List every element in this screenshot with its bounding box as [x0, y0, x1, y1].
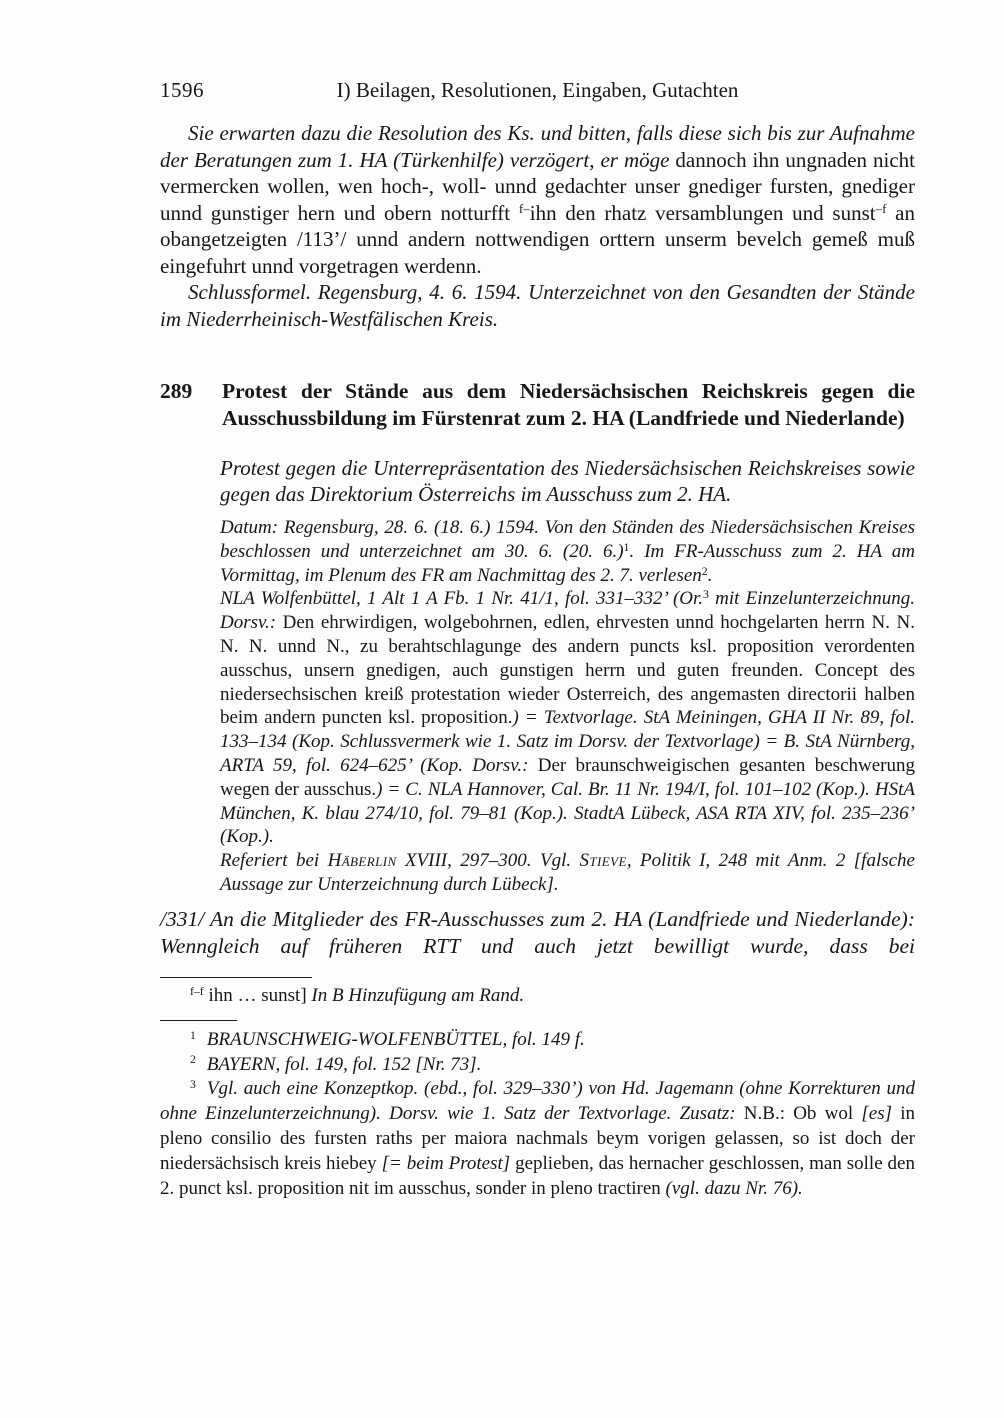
body-paragraph: Sie erwarten dazu die Resolution des Ks. und bitten, falls diese sich bis zur Aufnahme der Beratungen zum 1. HA (Türkenhilfe) verzögert, er möge dannoch ihn ungnaden nicht vermercken wollen, wen hoch-, woll- unnd gedachter unser gnediger fursten, gnediger unnd gunstiger hern und obern notturfft $^{f-}$ihn den rhatz versamblungen und sunst$^{-f}$ an obangetzeigten /113’/ unnd andern nottwendigen orttern unserm bevelch gemeß muß eingefuhrt unnd vorgetragen werdenn.	[160, 121, 916, 278]
apparatus-divider-rule	[160, 977, 312, 978]
footnote-text: BRAUNSCHWEIG-WOLFENBÜTTEL, fol. 149 f.	[206, 1028, 585, 1050]
footnote	[160, 1053, 915, 1078]
footnote-number: 1	[190, 1028, 196, 1042]
apparatus-note: $^{f-f}$ ihn … sunst] In B Hinzufügung am Rand.	[190, 984, 525, 1006]
footnotes	[160, 1028, 915, 1202]
footnote-text: Vgl. auch eine Konzeptkop. (ebd., fol. 329–330’) von Hd. Jagemann (ohne Korrekturen und ohne Einzelunterzeichnung). Dorsv. wie 1. Satz der Textvorlage. Zusatz: N.B.: Ob wol [es] in pleno consilio des fursten raths per maiora nachmals beym vorigen gelassen, so ist doch der niedersächsisch kreis hiebey [= beim Protest] geplieben, das hernacher geschlossen, man solle den 2. punct ksl. proposition nit im ausschus, sonder in pleno tractiren (vgl. dazu Nr. 76).	[160, 1078, 916, 1199]
footnote-text: BAYERN, fol. 149, fol. 152 [Nr. 73].	[206, 1053, 482, 1075]
page-number: 1596	[160, 78, 204, 102]
entry-heading	[160, 378, 915, 431]
entry-text: /331/ An die Mitglieder des FR-Ausschusses zum 2. HA (Landfriede und Niederlande): Wenngleich auf früheren RTT und auch jetzt bewilligt wurde, dass bei	[160, 906, 915, 958]
entry-summary: Protest gegen die Unterrepräsentation des Niedersächsischen Reichskreises sowie gegen das Direktorium Österreichs im Ausschuss zum 2. HA.	[220, 456, 915, 506]
footnote-divider-rule	[160, 1020, 237, 1021]
footnote	[160, 1028, 915, 1053]
closing-formula-paragraph: Schlussformel. Regensburg, 4. 6. 1594. Unterzeichnet von den Gesandten der Stände im Niederrheinisch-Westfälischen Kreis.	[160, 280, 915, 331]
source-note-archives: NLA Wolfenbüttel, 1 Alt 1 A Fb. 1 Nr. 41/1, fol. 331–332’ (Or.$^3$ mit Einzelunterzeichnung. Dorsv.: Den ehrwirdigen, wolgebohrnen, edlen, ehrvesten unnd hochgelarten herrn N. N. N. N. unnd N., zu berahtschlagunge des andern puncts ksl. proposition verordenten ausschus, unsern gnedigen, auch gunstigen herrn und guten freunden. Concept des niedersechsischen kreiß protestation wieder Osterreich, des angemasten directorii halben beim andern puncten ksl. proposition.) = Textvorlage. StA Meiningen, GHA II Nr. 89, fol. 133–134 (Kop. Schlussvermerk wie 1. Satz im Dorsv. der Textvorlage) = B. StA Nürnberg, ARTA 59, fol. 624–625’ (Kop. Dorsv.: Der braunschweigischen gesanten beschwerung wegen der ausschus.) = C. NLA Hannover, Cal. Br. 11 Nr. 194/I, fol. 101–102 (Kop.). HStA München, K. blau 274/10, fol. 79–81 (Kop.). StadtA Lübeck, ASA RTA XIV, fol. 235–236’ (Kop.).	[220, 588, 916, 848]
footnote-number: 3	[190, 1078, 196, 1092]
entry-title: Protest der Stände aus dem Niedersächsischen Reichskreis gegen die Ausschussbildung im Fürstenrat zum 2. HA (Landfriede und Niederlande)	[222, 379, 915, 430]
source-note-datum: Datum: Regensburg, 28. 6. (18. 6.) 1594. Von den Ständen des Niedersächsischen Kreises beschlossen und unterzeichnet am 30. 6. (20. 6.)$^1$. Im FR-Ausschuss zum 2. HA am Vormittag, im Plenum des FR am Nachmittag des 2. 7. verlesen$^2$.	[220, 517, 915, 586]
footnote-number: 2	[190, 1053, 196, 1067]
source-note	[220, 516, 915, 897]
text-block	[160, 78, 915, 1201]
page-header	[160, 78, 915, 106]
footnote	[160, 1077, 915, 1201]
source-note-references: Referiert bei Häberlin XVIII, 297–300. Vgl. Stieve, Politik I, 248 mit Anm. 2 [falsche Aussage zur Unterzeichnung durch Lübeck].	[220, 850, 915, 895]
entry-number: 289	[160, 379, 193, 403]
running-head: I) Beilagen, Resolutionen, Eingaben, Gutachten	[336, 78, 739, 102]
